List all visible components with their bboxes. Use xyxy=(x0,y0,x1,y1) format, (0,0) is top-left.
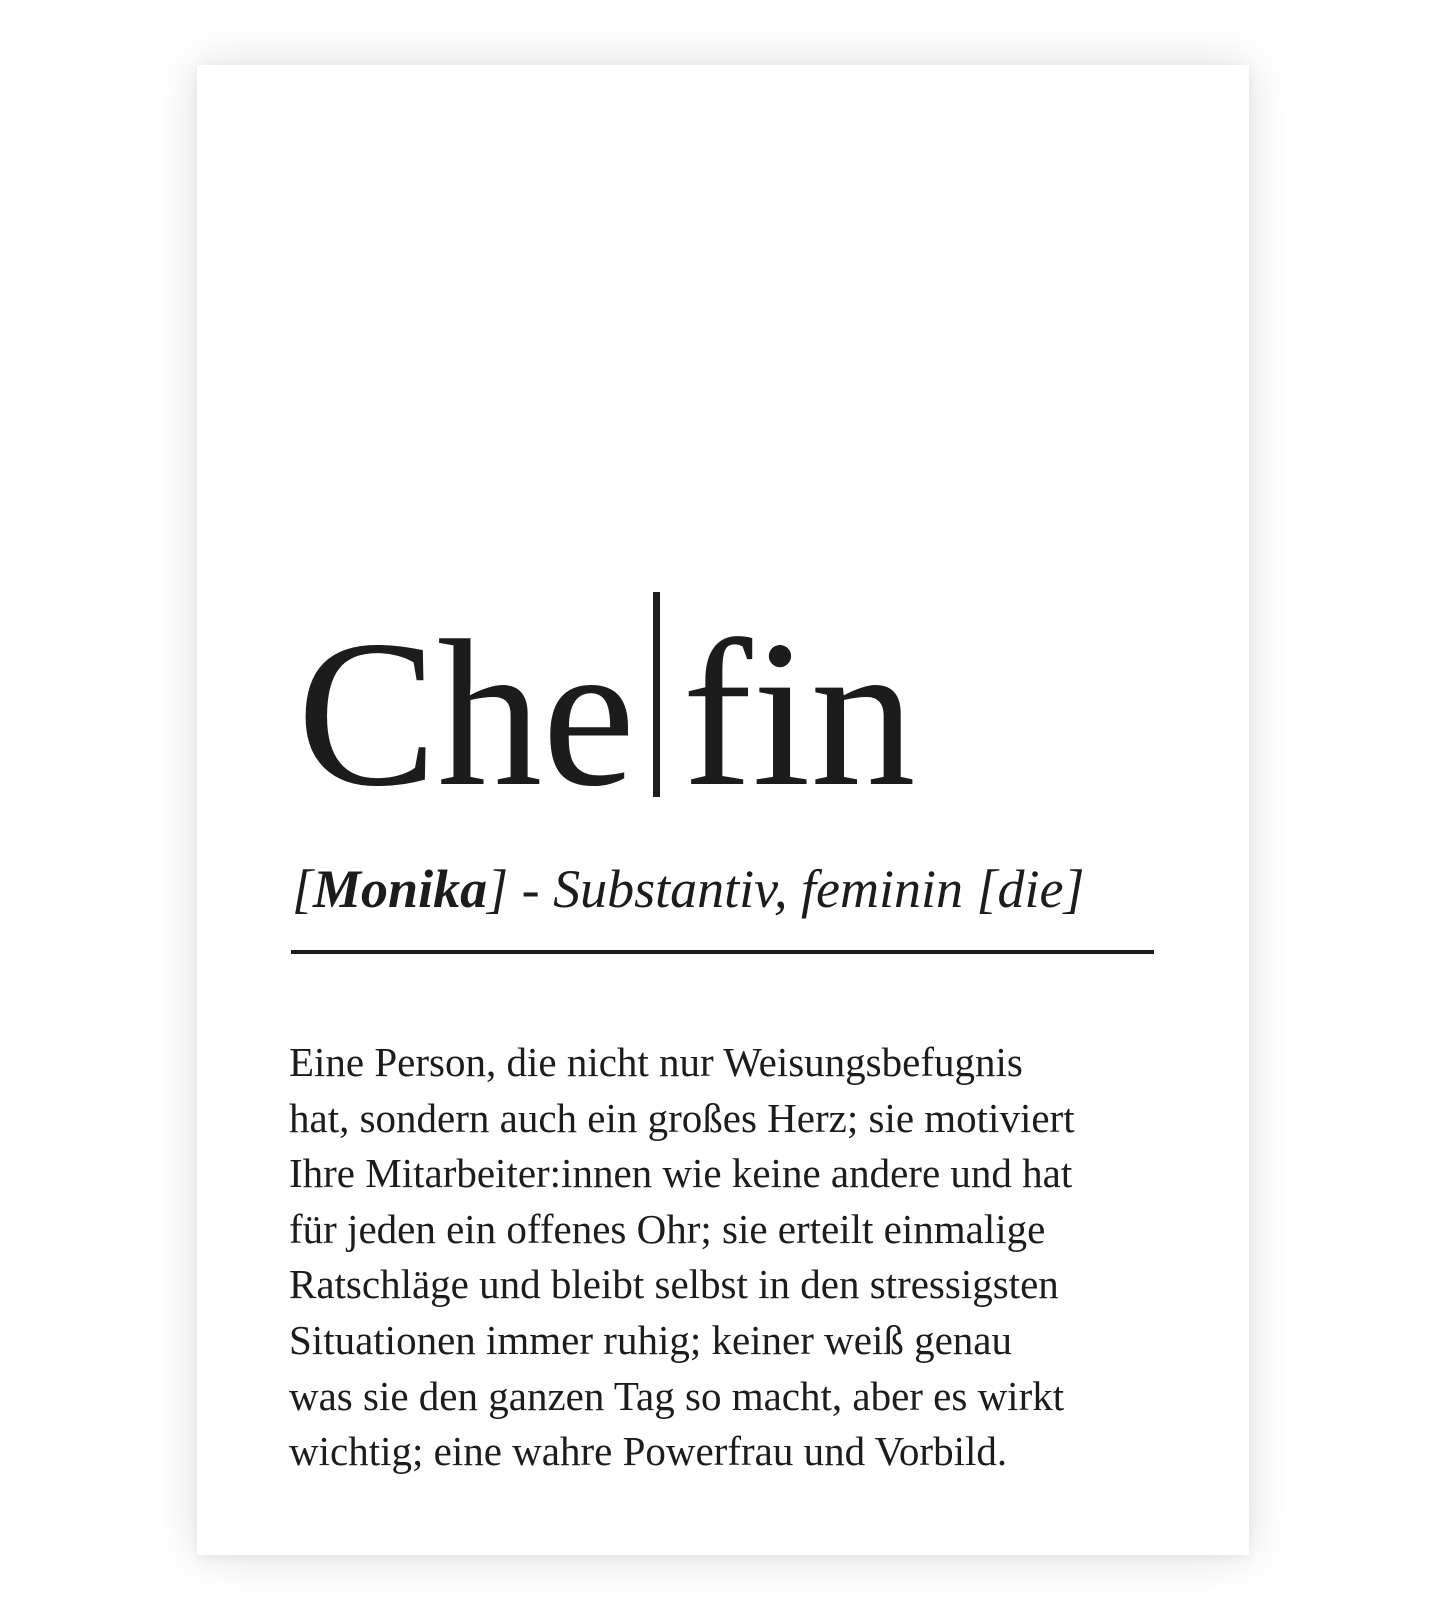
definition-line: Ihre Mitarbeiter:innen wie keine andere und hat xyxy=(289,1150,1073,1197)
definition-line: Eine Person, die nicht nur Weisungsbefugnis xyxy=(289,1039,1023,1085)
grammar-name: Monika xyxy=(313,859,488,919)
headword-part-1: Che xyxy=(297,597,636,830)
definition-text xyxy=(289,1035,1189,1480)
divider-rule xyxy=(291,950,1154,954)
grammar-open-bracket: [ xyxy=(292,859,314,919)
grammar-rest: ] - Substantiv, feminin [die] xyxy=(487,859,1085,919)
definition-line: wichtig; eine wahre Powerfrau und Vorbild. xyxy=(289,1428,1008,1475)
grammar-line xyxy=(292,859,1085,919)
definition-line: für jeden ein offenes Ohr; sie erteilt einmalige xyxy=(289,1205,1046,1252)
definition-line: was sie den ganzen Tag so macht, aber es wirkt xyxy=(289,1372,1065,1419)
definition-line: Ratschläge und bleibt selbst in den stressigsten xyxy=(289,1261,1059,1308)
headword-part-2: fin xyxy=(682,597,916,830)
definition-line: hat, sondern auch ein großes Herz; sie motiviert xyxy=(289,1094,1075,1141)
syllable-divider xyxy=(653,592,660,797)
headword xyxy=(297,590,916,830)
definition-line: Situationen immer ruhig; keiner weiß genau xyxy=(289,1316,1013,1363)
